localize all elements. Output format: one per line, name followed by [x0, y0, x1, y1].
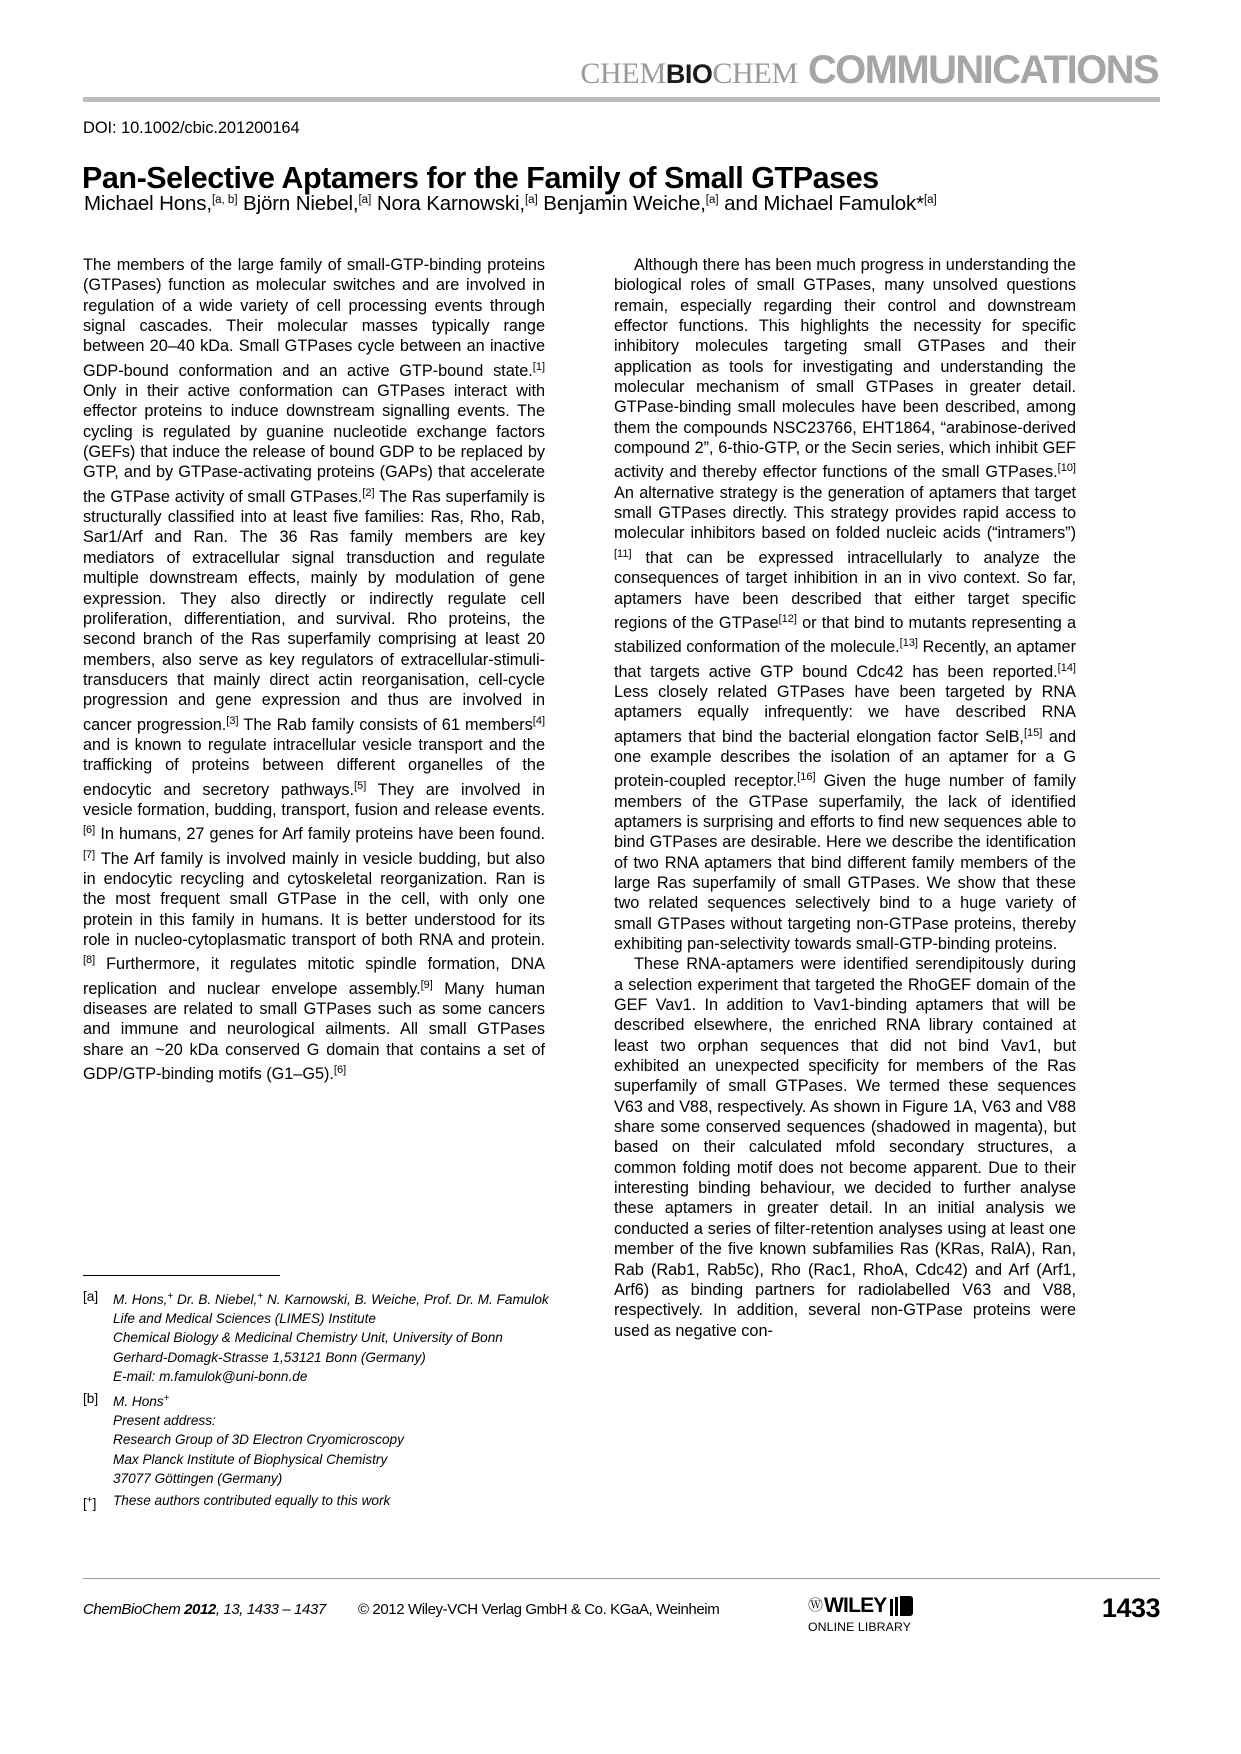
masthead-divider	[83, 97, 1160, 102]
books-icon	[890, 1596, 916, 1616]
footnote-line: Max Planck Institute of Biophysical Chemistry	[113, 1451, 388, 1467]
footnote-lines	[113, 1287, 549, 1386]
footnote-line: M. Hons,+ Dr. B. Niebel,+ N. Karnowski, B. Weiche, Prof. Dr. M. Famulok	[113, 1291, 549, 1307]
masthead	[83, 48, 1158, 93]
journal-name	[580, 57, 797, 90]
footnote-item	[83, 1389, 545, 1488]
body-column-right	[614, 255, 1076, 1341]
footnote-divider	[83, 1275, 280, 1276]
footnote-line: Gerhard-Domagk-Strasse 1,53121 Bonn (Germany)	[113, 1349, 426, 1365]
footnote-line: Life and Medical Sciences (LIMES) Institute	[113, 1311, 376, 1327]
footnote-item	[83, 1491, 545, 1513]
journal-name-bio: BIO	[665, 59, 713, 89]
page-footer	[83, 1593, 1160, 1645]
footnote-line: These authors contributed equally to this work	[113, 1493, 391, 1509]
footnote-item	[83, 1287, 549, 1386]
wiley-registered-icon: Ⓦ	[808, 1597, 824, 1614]
footnote-line: E-mail: m.famulok@uni-bonn.de	[113, 1368, 308, 1384]
wiley-wordmark: WILEY	[824, 1594, 887, 1617]
body-paragraph: These RNA-aptamers were identified serendipitously during a selection experiment that targeted the RhoGEF domain of the GEF Vav1. In addition to Vav1-binding aptamers that will be described elsewhere, the enriched RNA library contained at least two orphan sequences that did not bind Vav1, but exhibited an unexpected specificity for members of the Ras superfamily of small GTPases. We termed these sequences V63 and V88, respectively. As shown in Figure 1A, V63 and V88 share some conserved sequences (shadowed in magenta), but based on their calculated mfold secondary structures, a common folding motif does not become apparent. Due to their interesting binding behaviour, we decided to further analyse these aptamers in greater detail. In an initial analysis we conducted a series of filter-retention analyses using at least one member of the five known subfamilies Ras (KRas, RalA), Ran, Rab (Rab1, Rab5c), Rho (Rac1, RhoA, Cdc42) and Arf (Arf1, Arf6) as binding partners for radiolabelled V63 and V88, respectively. In addition, several non-GTPase proteins were used as negative con-	[614, 955, 1076, 1340]
body-paragraph: Although there has been much progress in understanding the biological roles of small GTPases, many unsolved questions remain, especially regarding their control and downstream effector functions. This highlights the necessity for specific inhibitory molecules targeting small GTPases and their application as tools for investigating and understanding the molecular mechanism of small GTPases in greater detail. GTPase-binding small molecules have been described, among them the compounds NSC23766, EHT1864, “arabinose-derived compound 2”, 6-thio-GTP, or the Secin series, which inhibit GEF activity and thereby effector functions of the small GTPases.[10] An alternative strategy is the generation of aptamers that target small GTPases directly. This strategy provides rapid access to molecular inhibitors based on folded nucleic acids (“intramers”)[11] that can be expressed intracellularly to analyze the consequences of target inhibition in an in vivo context. So far, aptamers have been described that either target specific regions of the GTPase[12] or that bind to mutants representing a stabilized conformation of the molecule.[13] Recently, an aptamer that targets active GTP bound Cdc42 has been reported.[14] Less closely related GTPases have been targeted by RNA aptamers equally infrequently: we have described RNA aptamers that bind the bacterial elongation factor SelB,[15] and one example describes the isolation of an aptamer for a G protein-coupled receptor.[16] Given the huge number of family members of the GTPase superfamily, the lack of identified aptamers is surprising and efforts to find new sequences able to bind GTPases are desirable. Here we describe the identification of two RNA aptamers that bind different family members of the large Ras superfamily of small GTPases. We show that these two related sequences selectively bind to a huge variety of small GTPases without targeting non-GTPase proteins, thereby exhibiting pan-selectivity towards small-GTP-binding proteins.	[614, 256, 1077, 953]
footnote-line: 37077 Göttingen (Germany)	[113, 1470, 283, 1486]
body-paragraph: The members of the large family of small-GTP-binding proteins (GTPases) function as molecular switches and are involved in regulation of a wide variety of cell processing events through signal cascades. Their molecular masses typically range between 20–40 kDa. Small GTPases cycle between an inactive GDP-bound conformation and an active GTP-bound state.[1] Only in their active conformation can GTPases interact with effector proteins to induce downstream signalling events. The cycling is regulated by guanine nucleotide exchange factors (GEFs) that induce the release of bound GDP to be replaced by GTP, and by GTPase-activating proteins (GAPs) that accelerate the GTPase activity of small GTPases.[2] The Ras superfamily is structurally classified into at least five families: Ras, Rho, Rab, Sar1/Arf and Ran. The 36 Ras family members are key mediators of extracellular signal transduction and regulate multiple downstream effects, mainly by modulation of gene expression. They also directly or indirectly regulate cell proliferation, differentiation, and survival. Rho proteins, the second branch of the Ras superfamily comprising at least 20 members, also serve as key regulators of extracellular-stimuli-transducers that mainly direct actin reorganisation, cell-cycle progression and gene expression and thus are involved in cancer progression.[3] The Rab family consists of 61 members[4] and is known to regulate intracellular vesicle transport and the trafficking of proteins between different organelles of the endocytic and secretory pathways.[5] They are involved in vesicle formation, budding, transport, fusion and release events.[6] In humans, 27 genes for Arf family proteins have been found.[7] The Arf family is involved mainly in vesicle budding, but also in endocytic recycling and cytoskeletal reorganization. Ran is the most frequent small GTPase in the cell, with only one protein in this family in humans. It is better understood for its role in nucleo-cytoplasmatic transport of both RNA and protein.[8] Furthermore, it regulates mitotic spindle formation, DNA replication and nuclear envelope assembly.[9] Many human diseases are related to small GTPases such as some cancers and immune and neurological ailments. All small GTPases share an ~20 kDa conserved G domain that contains a set of GDP/GTP-binding motifs (G1–G5).[6]	[83, 256, 545, 1084]
page-title: Pan-Selective Aptamers for the Family of Small GTPases	[82, 161, 879, 196]
journal-name-chem-second: CHEM	[712, 57, 798, 90]
footnote-block	[83, 1275, 549, 1516]
copyright-notice: © 2012 Wiley-VCH Verlag GmbH & Co. KGaA, Weinheim	[358, 1601, 720, 1618]
footnote-marker: [b]	[83, 1391, 99, 1407]
doi-text: DOI: 10.1002/cbic.201200164	[83, 119, 300, 137]
footnote-line: Present address:	[113, 1413, 216, 1429]
author-list: Michael Hons,[a, b] Björn Niebel,[a] Nora Karnowski,[a] Benjamin Weiche,[a] and Michael Famulok*[a]	[84, 192, 937, 215]
footnote-marker: [+]	[83, 1495, 97, 1512]
journal-citation: ChemBioChem 2012, 13, 1433 – 1437	[83, 1601, 326, 1618]
footnote-lines	[113, 1389, 545, 1488]
footnote-lines	[113, 1491, 545, 1513]
footnote-line: Research Group of 3D Electron Cryomicroscopy	[113, 1432, 404, 1448]
wiley-online-library-logo	[808, 1593, 958, 1639]
page-number: 1433	[1101, 1593, 1160, 1623]
section-label: COMMUNICATIONS	[807, 48, 1158, 92]
footnote-line: Chemical Biology & Medicinal Chemistry Unit, University of Bonn	[113, 1330, 503, 1346]
online-library-label: ONLINE LIBRARY	[808, 1620, 911, 1634]
footnote-line: M. Hons+	[113, 1393, 170, 1410]
footnote-marker: [a]	[83, 1289, 99, 1304]
footer-divider	[83, 1578, 1160, 1579]
body-column-left	[83, 255, 545, 1084]
journal-name-chem-first: CHEM	[580, 57, 666, 90]
